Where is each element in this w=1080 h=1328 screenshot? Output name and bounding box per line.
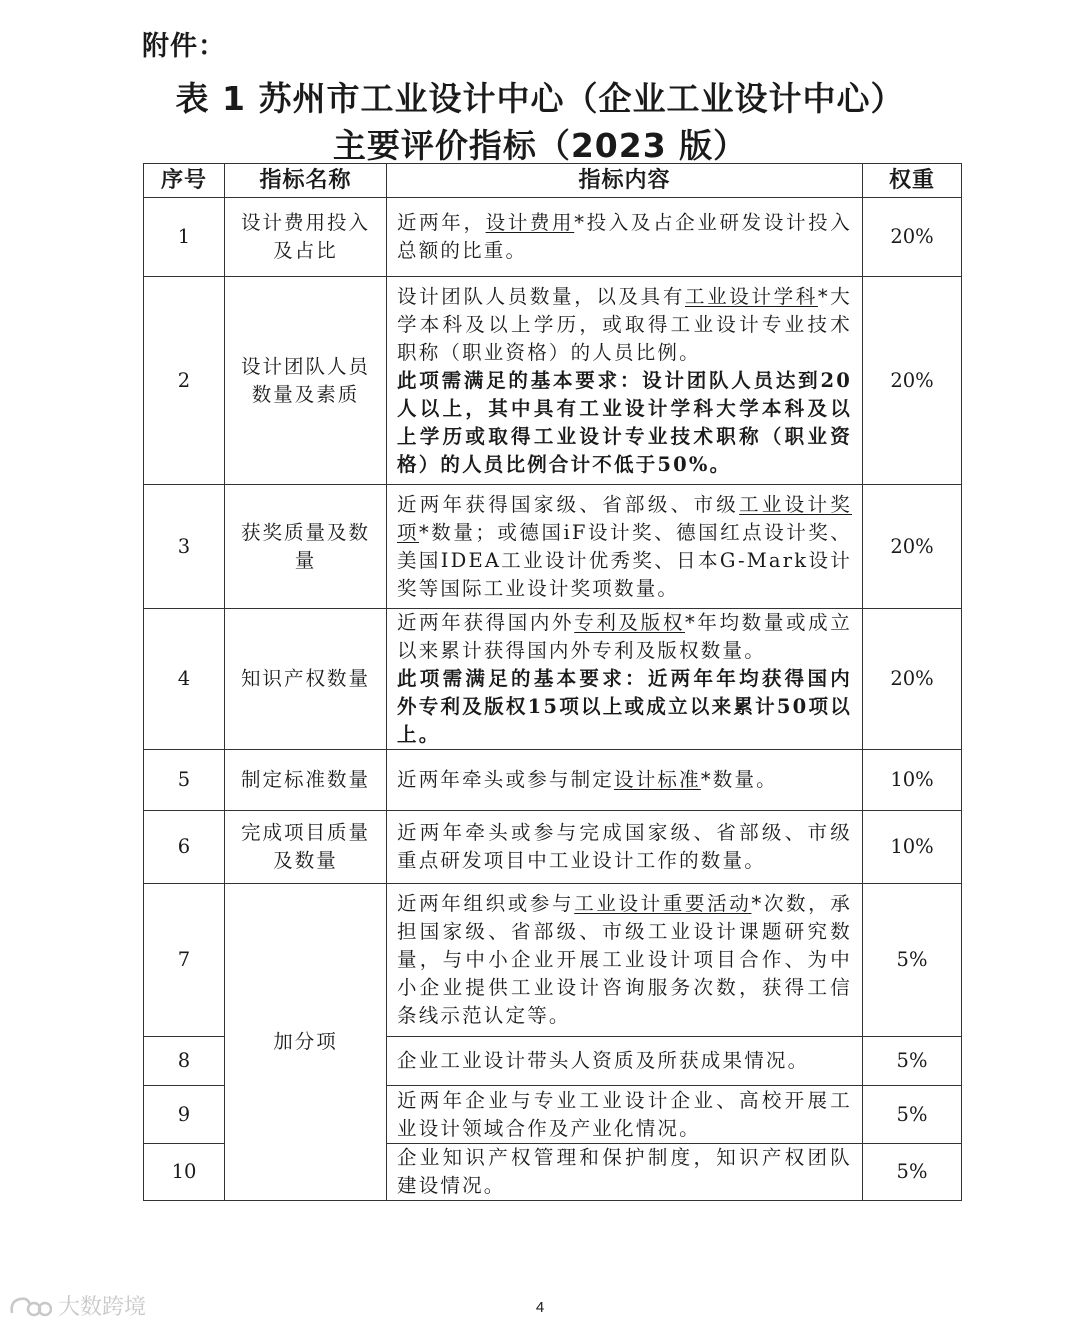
header-content: 指标内容 [387,164,863,198]
row-weight: 5% [863,884,962,1037]
row-weight: 5% [863,1086,962,1144]
row-name: 完成项目质量及数量 [225,811,387,884]
row-content: 企业工业设计带头人资质及所获成果情况。 [387,1037,863,1086]
table-row [144,198,962,277]
row-weight: 5% [863,1037,962,1086]
row-content: 近两年企业与专业工业设计企业、高校开展工业设计领域合作及产业化情况。 [387,1086,863,1144]
row-content: 企业知识产权管理和保护制度，知识产权团队建设情况。 [387,1144,863,1201]
row-num: 5 [144,750,225,811]
row-num: 10 [144,1144,225,1201]
header-num: 序号 [144,164,225,198]
watermark-text: 大数跨境 [58,1295,147,1320]
document-subtitle: 主要评价指标（2023 版） [332,126,748,165]
table-header-row [144,164,962,198]
row-content: 近两年获得国家级、省部级、市级工业设计奖项*数量；或德国iF设计奖、德国红点设计奖、美国IDEA工业设计优秀奖、日本G-Mark设计奖等国际工业设计奖项数量。 [387,485,863,609]
evaluation-table [143,163,962,1201]
row-content: 近两年牵头或参与制定设计标准*数量。 [387,750,863,811]
row-num: 3 [144,485,225,609]
requirement-text: 此项需满足的基本要求：设计团队人员达到20人以上，其中具有工业设计学科大学本科及以上学历或取得工业设计专业技术职称（职业资格）的人员比例合计不低于50%。 [397,368,852,476]
row-num: 2 [144,277,225,485]
attachment-label: 附件： [142,31,226,62]
row-num: 6 [144,811,225,884]
table-row [144,884,962,1037]
row-weight: 20% [863,277,962,485]
table-row [144,811,962,884]
document-title: 表 1 苏州市工业设计中心（企业工业设计中心） [175,79,905,118]
row-weight: 10% [863,750,962,811]
row-name: 获奖质量及数量 [225,485,387,609]
row-content: 近两年组织或参与工业设计重要活动*次数，承担国家级、省部级、市级工业设计课题研究数量，与中小企业开展工业设计项目合作、为中小企业提供工业设计咨询服务次数，获得工信条线示范认定等。 [387,884,863,1037]
table-row [144,277,962,485]
table-row [144,750,962,811]
row-weight: 5% [863,1144,962,1201]
row-content: 设计团队人员数量，以及具有工业设计学科*大学本科及以上学历，或取得工业设计专业技术职称（职业资格）的人员比例。 此项需满足的基本要求：设计团队人员达到20人以上，其中具有工业设计学科大学本科及以上学历或取得工业设计专业技术职称（职业资格）的人员比例合计不低于50%。 [387,277,863,485]
row-num: 4 [144,609,225,750]
row-weight: 20% [863,485,962,609]
row-name: 设计费用投入及占比 [225,198,387,277]
bonus-name: 加分项 [225,884,387,1201]
row-weight: 10% [863,811,962,884]
page-number: 4 [535,1299,545,1316]
table-row [144,609,962,750]
row-num: 1 [144,198,225,277]
table-row [144,485,962,609]
row-name: 知识产权数量 [225,609,387,750]
row-content: 近两年，设计费用*投入及占企业研发设计投入总额的比重。 [387,198,863,277]
requirement-text: 此项需满足的基本要求：近两年年均获得国内外专利及版权15项以上或成立以来累计50项以上。 [397,667,852,746]
header-name: 指标名称 [225,164,387,198]
row-name: 设计团队人员数量及素质 [225,277,387,485]
row-content: 近两年获得国内外专利及版权*年均数量或成立以来累计获得国内外专利及版权数量。 此项需满足的基本要求：近两年年均获得国内外专利及版权15项以上或成立以来累计50项以上。 [387,609,863,750]
row-weight: 20% [863,198,962,277]
row-name: 制定标准数量 [225,750,387,811]
row-weight: 20% [863,609,962,750]
row-num: 7 [144,884,225,1037]
header-weight: 权重 [863,164,962,198]
row-num: 8 [144,1037,225,1086]
row-content: 近两年牵头或参与完成国家级、省部级、市级重点研发项目中工业设计工作的数量。 [387,811,863,884]
row-num: 9 [144,1086,225,1144]
